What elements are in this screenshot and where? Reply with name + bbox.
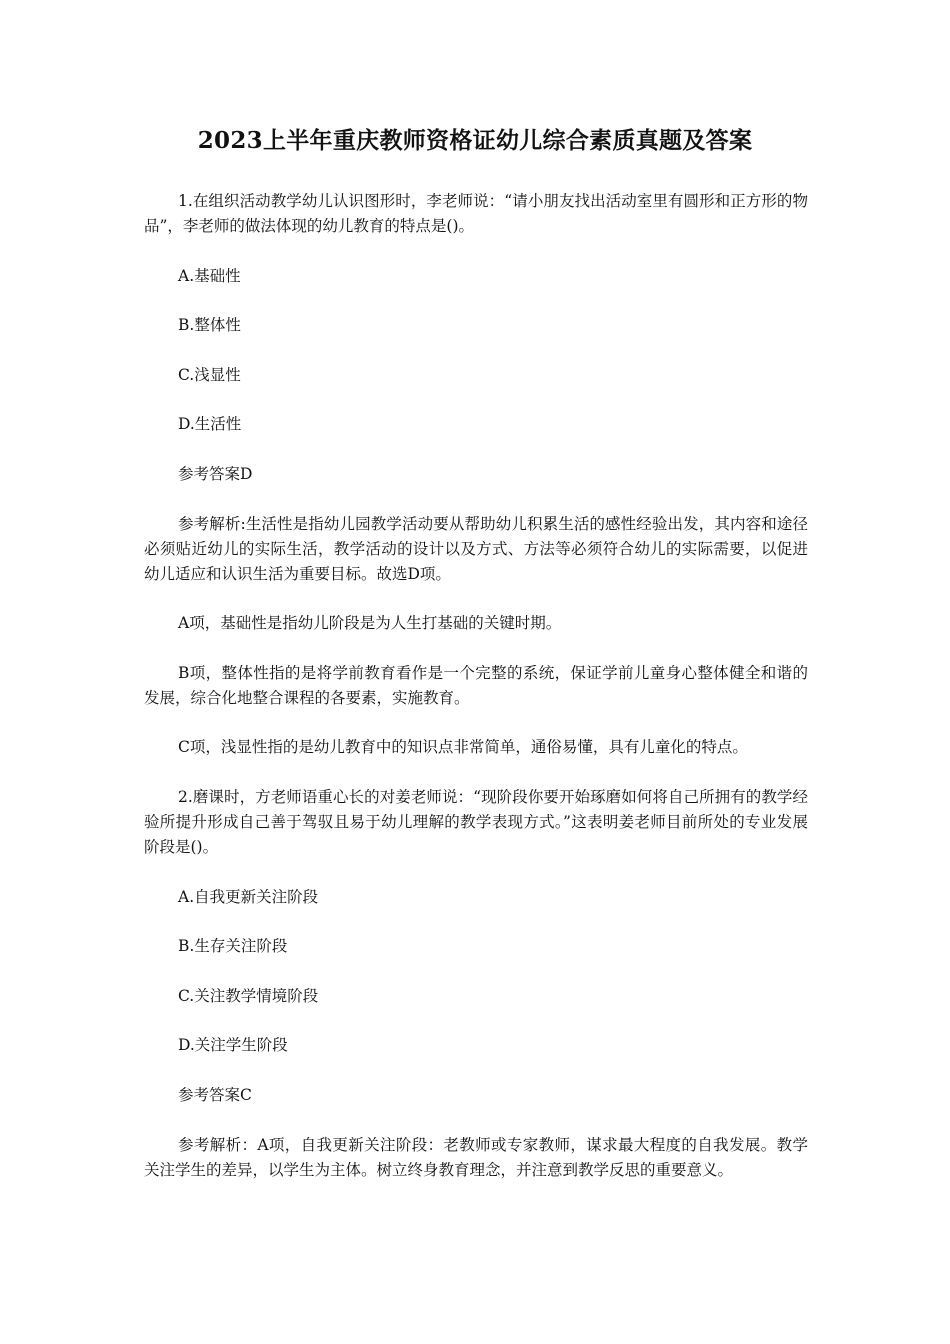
question-2-stem: 2.磨课时，方老师语重心长的对姜老师说：“现阶段你要开始琢磨如何将自己所拥有的教学经验所提升形成自己善于驾驭且易于幼儿理解的教学表现方式。”这表明姜老师目前所处的专业发展阶段是()。: [144, 787, 808, 856]
question-1-note-b: B项，整体性指的是将学前教育看作是一个完整的系统，保证学前儿童身心整体健全和谐的发展，综合化地整合课程的各要素，实施教育。: [144, 663, 808, 707]
question-1-note-a: A项，基础性是指幼儿阶段是为人生打基础的关键时期。: [178, 614, 562, 633]
question-2-option-b: B.生存关注阶段: [178, 937, 288, 956]
question-2-explanation: 参考解析：A项，自我更新关注阶段：老教师或专家教师，谋求最大程度的自我发展。教学关注学生的差异，以学生为主体。树立终身教育理念，并注意到教学反思的重要意义。: [144, 1135, 808, 1179]
question-1-option-a: A.基础性: [178, 266, 241, 285]
document-title: 2023上半年重庆教师资格证幼儿综合素质真题及答案: [197, 127, 753, 154]
question-2-option-d: D.关注学生阶段: [178, 1036, 288, 1055]
question-1-explanation: 参考解析:生活性是指幼儿园教学活动要从帮助幼儿积累生活的感性经验出发，其内容和途径必须贴近幼儿的实际生活，教学活动的设计以及方式、方法等必须符合幼儿的实际需要，以促进幼儿适应和认识生活为重要目标。故选D项。: [144, 514, 808, 583]
question-1-answer: 参考答案D: [178, 464, 253, 483]
question-1-stem: 1.在组织活动教学幼儿认识图形时，李老师说：“请小朋友找出活动室里有圆形和正方形的物品”，李老师的做法体现的幼儿教育的特点是()。: [144, 192, 808, 235]
question-2-option-c: C.关注教学情境阶段: [178, 986, 319, 1005]
question-1-option-c: C.浅显性: [178, 365, 241, 384]
question-2-answer: 参考答案C: [178, 1085, 252, 1104]
question-1-option-b: B.整体性: [178, 316, 241, 335]
question-1-option-d: D.生活性: [178, 415, 242, 434]
question-1-note-c: C项，浅显性指的是幼儿教育中的知识点非常简单，通俗易懂，具有儿童化的特点。: [178, 738, 748, 757]
question-2-option-a: A.自我更新关注阶段: [178, 887, 319, 906]
document-body: [144, 189, 808, 1207]
